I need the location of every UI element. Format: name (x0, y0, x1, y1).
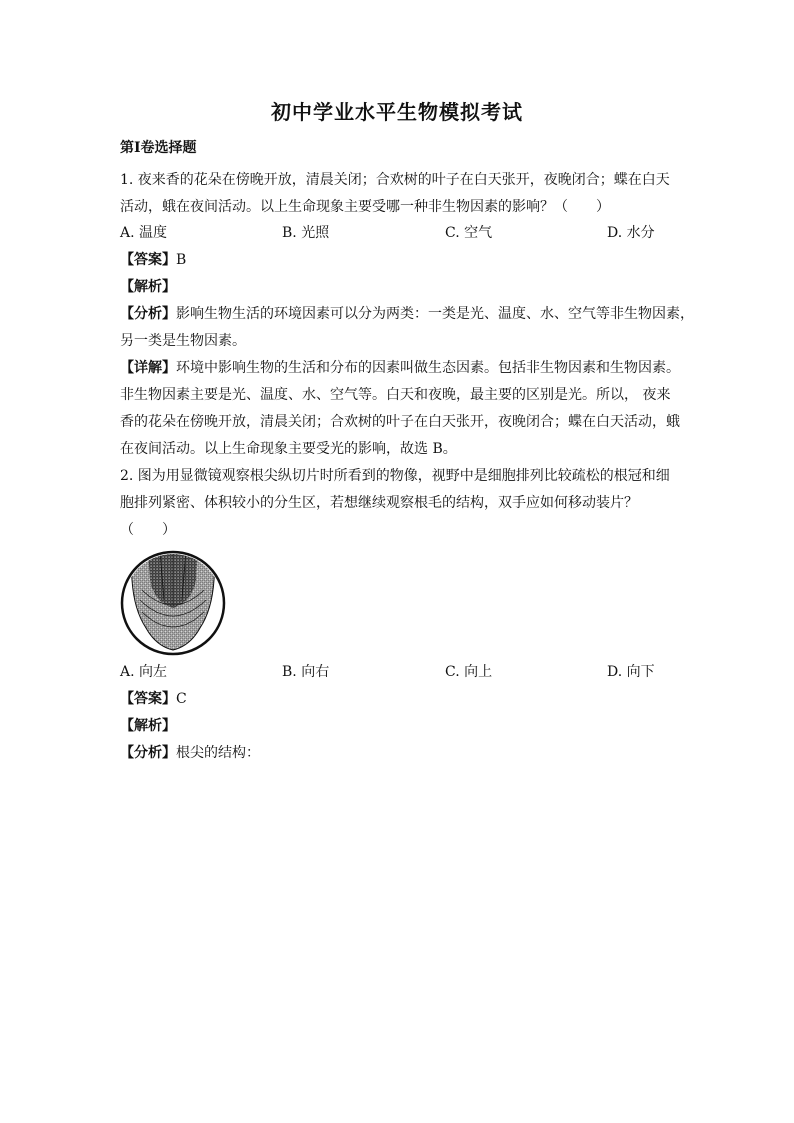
q2-answer-tag: 【答案】 (120, 691, 176, 707)
q2-fenxi-text-1: 根尖的结构： (176, 745, 260, 761)
q1-fenxi-line-1 (120, 304, 694, 324)
q1-fenxi-tag: 【分析】 (120, 306, 176, 322)
q1-answer-value: B (176, 252, 187, 268)
q2-option-c: C. 向上 (445, 664, 493, 680)
q2-option-a: A. 向左 (120, 664, 168, 680)
q1-fenxi-line-2: 另一类是生物因素。 (120, 333, 246, 349)
q1-xiangjie-line-2: 非生物因素主要是光、温度、水、空气等。白天和夜晚，最主要的区别是光。所以， 夜来 (120, 387, 671, 403)
q1-option-a: A. 温度 (120, 225, 168, 241)
q2-answer-value: C (176, 691, 187, 707)
root-tip-micrograph-figure (120, 550, 226, 656)
q1-option-b: B. 光照 (282, 225, 330, 241)
q1-xiangjie-line-3: 香的花朵在傍晚开放，清晨关闭；合欢树的叶子在白天张开，夜晚闭合；蝶在白天活动，蛾 (120, 414, 680, 430)
q2-fenxi-tag: 【分析】 (120, 745, 176, 761)
q1-option-d: D. 水分 (607, 225, 655, 241)
q2-option-b: B. 向右 (282, 664, 330, 680)
q1-xiangjie-line-1 (120, 358, 690, 378)
q1-xiangjie-tag: 【详解】 (120, 360, 176, 376)
q2-stem-line-3: （ ） (120, 522, 176, 538)
q1-analysis-tag: 【解析】 (120, 279, 176, 295)
q1-xiangjie-line-4: 在夜间活动。以上生命现象主要受光的影响，故选 B。 (120, 441, 457, 457)
q1-answer-row (120, 250, 690, 270)
q2-analysis-tag: 【解析】 (120, 718, 176, 734)
q1-answer-tag: 【答案】 (120, 252, 176, 268)
q1-fenxi-text-1: 影响生物生活的环境因素可以分为两类：一类是光、温度、水、空气等非生物因素， (176, 306, 694, 322)
section-heading: 第Ⅰ卷选择题 (120, 140, 197, 156)
q1-option-c: C. 空气 (445, 225, 493, 241)
q2-answer-row (120, 689, 690, 709)
q2-stem-line-1: 2. 图为用显微镜观察根尖纵切片时所看到的物像，视野中是细胞排列比较疏松的根冠和细 (120, 468, 670, 484)
q2-stem-line-2: 胞排列紧密、体积较小的分生区，若想继续观察根毛的结构，双手应如何移动装片？ (120, 495, 638, 511)
q1-stem-line-2: 活动，蛾在夜间活动。以上生命现象主要受哪一种非生物因素的影响？（ ） (120, 199, 610, 215)
page-title: 初中学业水平生物模拟考试 (271, 100, 523, 124)
q2-fenxi-line-1 (120, 743, 690, 763)
q1-xiangjie-text-1: 环境中影响生物的生活和分布的因素叫做生态因素。包括非生物因素和生物因素。 (176, 360, 680, 376)
q2-option-d: D. 向下 (607, 664, 655, 680)
q1-stem-line-1: 1. 夜来香的花朵在傍晚开放，清晨关闭；合欢树的叶子在白天张开，夜晚闭合；蝶在白天 (120, 172, 670, 188)
